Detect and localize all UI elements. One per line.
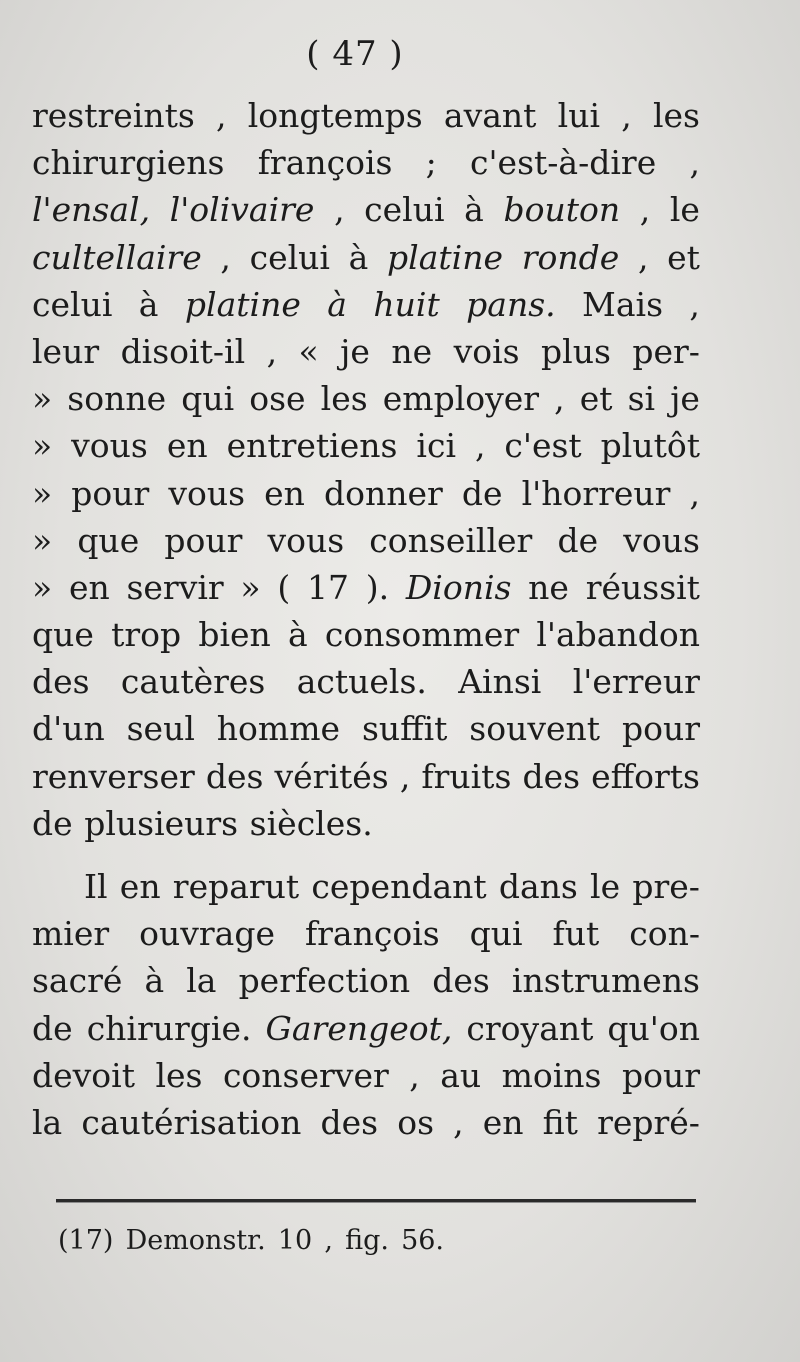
word: pour [621, 709, 700, 749]
word: et [579, 379, 613, 419]
word: celui [32, 284, 113, 324]
word: lui [557, 96, 601, 135]
word: , [689, 473, 700, 513]
word: cautères [120, 662, 266, 702]
word: devoit [32, 1055, 135, 1095]
word: suffit [361, 709, 448, 749]
word: la [32, 1102, 63, 1142]
word: pour [621, 1055, 700, 1095]
word: l'ensal, [32, 190, 151, 230]
footnote-word: 56. [401, 1225, 445, 1256]
word: ose [249, 379, 306, 419]
word: en [68, 567, 110, 607]
word: , [689, 143, 700, 183]
word: , [639, 190, 651, 230]
text-line [32, 234, 700, 281]
text-line [32, 705, 700, 752]
text-line [32, 328, 700, 375]
word: celui [364, 190, 445, 230]
word: le [590, 867, 621, 906]
word: que [77, 520, 140, 560]
word: restreints [32, 96, 195, 135]
word: ( [277, 567, 291, 607]
text-line [32, 1005, 700, 1052]
word: d'un [32, 709, 105, 749]
footnote-word: fig. [345, 1225, 389, 1256]
word: disoit-il [120, 331, 246, 371]
word: pour [71, 473, 150, 513]
word: à [287, 615, 308, 655]
word: , [409, 1055, 420, 1095]
word: les [320, 379, 368, 419]
word: leur [32, 331, 100, 371]
body-text [32, 92, 700, 1146]
word: des [522, 756, 581, 796]
word: chirurgiens [32, 143, 225, 183]
word: si [627, 379, 656, 419]
text-line [32, 375, 700, 422]
word: , [216, 96, 227, 135]
text-line [32, 658, 700, 705]
word: des [432, 961, 490, 1001]
word: actuels. [296, 662, 427, 702]
text-line [32, 92, 700, 139]
word: dans [498, 867, 578, 906]
word: plutôt [600, 426, 700, 466]
footnote-word: (17) [58, 1225, 114, 1256]
word: entretiens [226, 426, 398, 466]
word: le [669, 190, 700, 230]
word: de [557, 520, 599, 560]
word: des [320, 1102, 379, 1142]
word: cultellaire [32, 237, 202, 277]
word: cependant [311, 867, 487, 906]
text-line [32, 611, 700, 658]
word: conserver [222, 1055, 389, 1095]
word: réussit [585, 567, 700, 607]
word: les [652, 96, 700, 135]
text-line [32, 1052, 700, 1099]
word: bien [198, 615, 271, 655]
word: Il [84, 867, 108, 906]
word: l'olivaire [169, 190, 315, 230]
text-line [32, 517, 700, 564]
word: ; [425, 143, 437, 183]
word: en [264, 473, 305, 513]
word: vérités [274, 756, 389, 796]
word: Dionis [405, 567, 512, 607]
word: c'est-à-dire [470, 143, 657, 183]
word: cautérisation [81, 1102, 302, 1142]
word: chirurgie. [86, 1008, 252, 1048]
word: fruits [421, 756, 512, 796]
word: Ainsi [458, 662, 542, 702]
word: qui [469, 914, 523, 954]
text-line [32, 753, 700, 800]
text-line [32, 957, 700, 1004]
word: reparut [172, 867, 300, 906]
word: , [621, 96, 632, 135]
word: l'horreur [521, 473, 671, 513]
word: de [32, 803, 73, 843]
word: ne [391, 331, 433, 371]
text-line [32, 863, 700, 910]
footnote-word: Demonstr. [125, 1225, 266, 1256]
word: » [32, 567, 53, 607]
text-line [32, 139, 700, 186]
word: vois [453, 331, 520, 371]
word: des [32, 662, 90, 702]
word: perfection [238, 961, 411, 1001]
paragraph-1 [32, 92, 700, 847]
word: » [32, 520, 53, 560]
footnote-word: 10 [277, 1225, 313, 1256]
word: au [440, 1055, 482, 1095]
word: avant [443, 96, 537, 135]
word: servir [126, 567, 224, 607]
text-line [32, 1099, 700, 1146]
word: à [138, 284, 159, 324]
word: ne [528, 567, 569, 607]
word: vous [71, 426, 148, 466]
page-number: ( 47 ) [306, 34, 404, 74]
word: l'abandon [536, 615, 700, 655]
word: sonne [67, 379, 167, 419]
word: et [667, 237, 700, 277]
word: , [399, 756, 411, 796]
word: » [32, 473, 53, 513]
word: efforts [591, 756, 700, 796]
word: pans. [466, 284, 556, 324]
word: , [637, 237, 649, 277]
word: que [32, 615, 94, 655]
paragraph-gap [32, 847, 700, 863]
word: françois [257, 143, 393, 183]
text-line [32, 800, 700, 847]
word: ). [365, 567, 390, 607]
word: qui [181, 379, 235, 419]
word: platine [387, 237, 503, 277]
word: siècles. [249, 803, 373, 843]
word: , [266, 331, 278, 371]
word: des [205, 756, 264, 796]
word: de [32, 1008, 73, 1048]
word: 17 [306, 567, 349, 607]
word: , [220, 237, 231, 277]
word: je [670, 379, 700, 419]
word: plus [541, 331, 611, 371]
word: renverser [32, 756, 195, 796]
word: conseiller [369, 520, 533, 560]
word: employer [382, 379, 540, 419]
word: moins [501, 1055, 602, 1095]
word: c'est [504, 426, 582, 466]
footnote-rule [56, 1199, 696, 1203]
word: longtemps [247, 96, 423, 135]
word: , [474, 426, 486, 466]
word: , [554, 379, 565, 419]
text-line [32, 910, 700, 957]
word: con- [629, 914, 700, 954]
word: la [186, 961, 217, 1001]
word: les [155, 1055, 203, 1095]
footnote-word: , [324, 1225, 333, 1256]
word: à [144, 961, 165, 1001]
word: Mais [582, 284, 663, 324]
word: seul [126, 709, 195, 749]
word: qu'on [607, 1008, 700, 1048]
word: je [340, 331, 370, 371]
word: » [32, 379, 53, 419]
word: , [334, 190, 345, 230]
word: fut [552, 914, 600, 954]
word: Garengeot, [265, 1008, 453, 1048]
word: françois [304, 914, 440, 954]
word: os [397, 1102, 435, 1142]
word: donner [323, 473, 443, 513]
paragraph-2 [32, 863, 700, 1146]
word: instrumens [511, 961, 700, 1001]
word: souvent [469, 709, 601, 749]
word: de [461, 473, 503, 513]
word: ronde [521, 237, 620, 277]
word: à [348, 237, 369, 277]
text-line [32, 564, 700, 611]
word: per- [632, 331, 700, 371]
word: à [327, 284, 347, 324]
word: vous [267, 520, 345, 560]
text-line [32, 470, 700, 517]
word: trop [111, 615, 182, 655]
word: bouton [503, 190, 621, 230]
word: croyant [466, 1008, 594, 1048]
word: vous [168, 473, 246, 513]
word: » [32, 426, 53, 466]
word: pre- [632, 867, 700, 906]
word: en [119, 867, 161, 906]
word: sacré [32, 961, 123, 1001]
word: repré- [597, 1102, 700, 1142]
word: homme [216, 709, 341, 749]
word: mier [32, 914, 110, 954]
word: celui [249, 237, 330, 277]
word: à [464, 190, 484, 230]
text-line [32, 186, 700, 233]
word: plusieurs [84, 803, 239, 843]
word: , [689, 284, 700, 324]
word: consommer [324, 615, 520, 655]
word: « [298, 331, 319, 371]
word: ouvrage [139, 914, 275, 954]
text-line [32, 281, 700, 328]
footnote [58, 1225, 444, 1256]
word: vous [623, 520, 700, 560]
word: huit [373, 284, 440, 324]
word: en [166, 426, 208, 466]
word: , [453, 1102, 464, 1142]
word: platine [184, 284, 301, 324]
word: » [240, 567, 261, 607]
word: ici [416, 426, 456, 466]
word: fit [542, 1102, 578, 1142]
text-line [32, 422, 700, 469]
word: pour [164, 520, 243, 560]
word: l'erreur [572, 662, 700, 702]
word: en [482, 1102, 524, 1142]
